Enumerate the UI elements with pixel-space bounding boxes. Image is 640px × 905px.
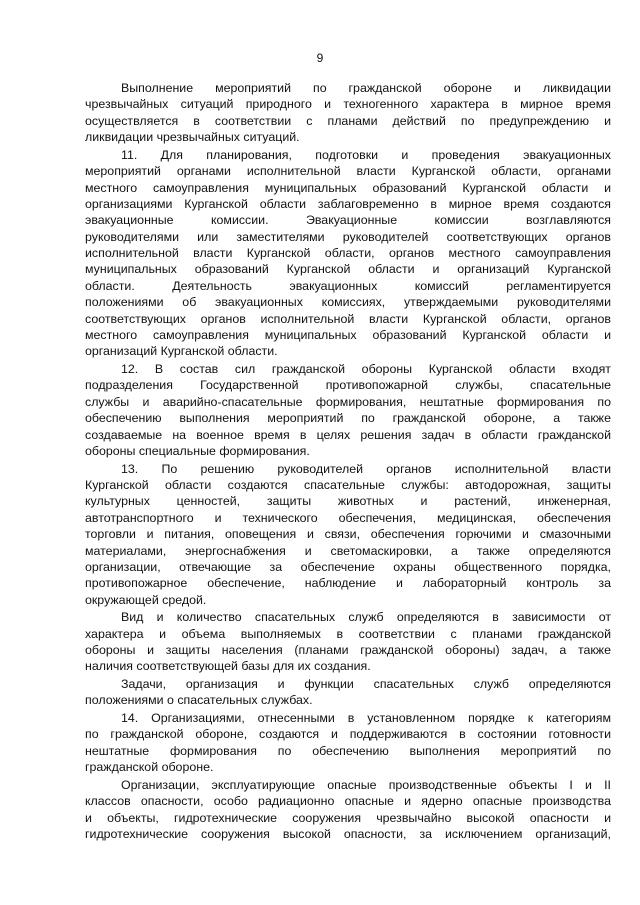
text-line: 13. По решению руководителей органов исполнительной власти — [121, 461, 611, 476]
text-line: материалами, энергоснабжения и светомаскировки, а также определяются — [85, 543, 611, 558]
text-line: 11. Для планирования, подготовки и проведения эвакуационных — [121, 147, 611, 162]
text-line: муниципальных образований Курганской области и организаций Курганской — [85, 262, 611, 277]
text-line: окружающей средой. — [85, 592, 207, 607]
paragraph — [85, 710, 611, 776]
text-line: гидротехнические сооружения высокой опасности, за исключением организаций, — [85, 826, 611, 841]
text-line: 14. Организациями, отнесенными в установленном порядке к категориям — [121, 710, 611, 725]
text-line: ликвидации чрезвычайных ситуаций. — [85, 130, 300, 145]
text-line: местного самоуправления муниципальных образований Курганской области и — [85, 328, 611, 343]
text-line: противопожарное обеспечение, наблюдение и лабораторный контроль за — [85, 576, 611, 591]
text-line: Курганской области создаются спасательные службы: автодорожная, защиты — [85, 477, 611, 492]
text-line: Организации, эксплуатирующие опасные производственные объекты I и II — [121, 777, 611, 792]
text-line: торговли и питания, оповещения и связи, обеспечения горючими и смазочными — [85, 527, 611, 542]
text-line: культурных ценностей, защиты животных и растений, инженерная, — [85, 494, 611, 509]
text-line: создаваемые на военное время в целях решения задач в области гражданской — [85, 427, 611, 442]
paragraph — [85, 609, 611, 675]
text-line: обеспечению выполнения мероприятий по гражданской обороне, а также — [85, 411, 611, 426]
text-line: обороны и защиты населения (планами гражданской обороны) задач, а также — [85, 643, 611, 658]
text-line: мероприятий органами исполнительной власти Курганской области, органами — [85, 164, 611, 179]
page-number: 9 — [316, 51, 324, 65]
text-line: положениями о спасательных службах. — [85, 693, 313, 708]
text-line: гражданской обороне. — [85, 760, 214, 775]
text-line: области. Деятельность эвакуационных комиссий регламентируется — [85, 278, 611, 293]
text-line: по гражданской обороне, создаются и поддерживаются в состоянии готовности — [85, 727, 611, 742]
text-line: подразделения Государственной противопожарной службы, спасательные — [85, 378, 611, 393]
text-line: характера и объема выполняемых в соответствии с планами гражданской — [85, 626, 611, 641]
text-line: соответствующих органов исполнительной власти Курганской области, органов — [85, 311, 611, 326]
paragraph — [85, 80, 611, 146]
text-line: Выполнение мероприятий по гражданской обороне и ликвидации — [121, 81, 611, 95]
paragraph — [85, 461, 611, 609]
text-line: организациями Курганской области заблаговременно в мирное время создаются — [85, 196, 611, 211]
text-line: руководителями или заместителями руководителей соответствующих органов — [85, 229, 611, 244]
text-line: и объекты, гидротехнические сооружения чрезвычайно высокой опасности и — [85, 810, 611, 825]
text-line: местного самоуправления муниципальных образований Курганской области и — [85, 180, 611, 195]
document-body — [85, 80, 611, 842]
text-line: исполнительной власти Курганской области, органов местного самоуправления — [85, 246, 611, 261]
paragraph — [85, 361, 611, 459]
paragraph — [85, 676, 611, 709]
text-line: положениями об эвакуационных комиссиях, утверждаемыми руководителями — [85, 295, 611, 310]
text-line: Задачи, организация и функции спасательных служб определяются — [121, 677, 611, 691]
text-line: организаций Курганской области. — [85, 344, 278, 359]
text-line: нештатные формирования по обеспечению выполнения мероприятий по — [85, 743, 611, 758]
text-line: эвакуационные комиссии. Эвакуационные комиссии возглавляются — [85, 213, 611, 228]
paragraph — [85, 777, 611, 843]
text-line: организации, отвечающие за обеспечение охраны общественного порядка, — [85, 559, 611, 574]
text-line: службы и аварийно-спасательные формирования, нештатные формирования по — [85, 394, 611, 409]
paragraph — [85, 147, 611, 360]
text-line: чрезвычайных ситуаций природного и техногенного характера в мирное время — [85, 97, 611, 112]
text-line: обороны специальные формирования. — [85, 443, 310, 458]
text-line: 12. В состав сил гражданской обороны Курганской области входят — [121, 362, 611, 377]
text-line: Вид и количество спасательных служб определяются в зависимости от — [121, 610, 611, 625]
text-line: наличия соответствующей базы для их создания. — [85, 659, 371, 674]
text-line: классов опасности, особо радиационно опасные и ядерно опасные производства — [85, 794, 611, 809]
text-line: осуществляется в соответствии с планами действий по предупреждению и — [85, 113, 611, 128]
text-line: автотранспортного и технического обеспечения, медицинская, обеспечения — [85, 510, 611, 525]
